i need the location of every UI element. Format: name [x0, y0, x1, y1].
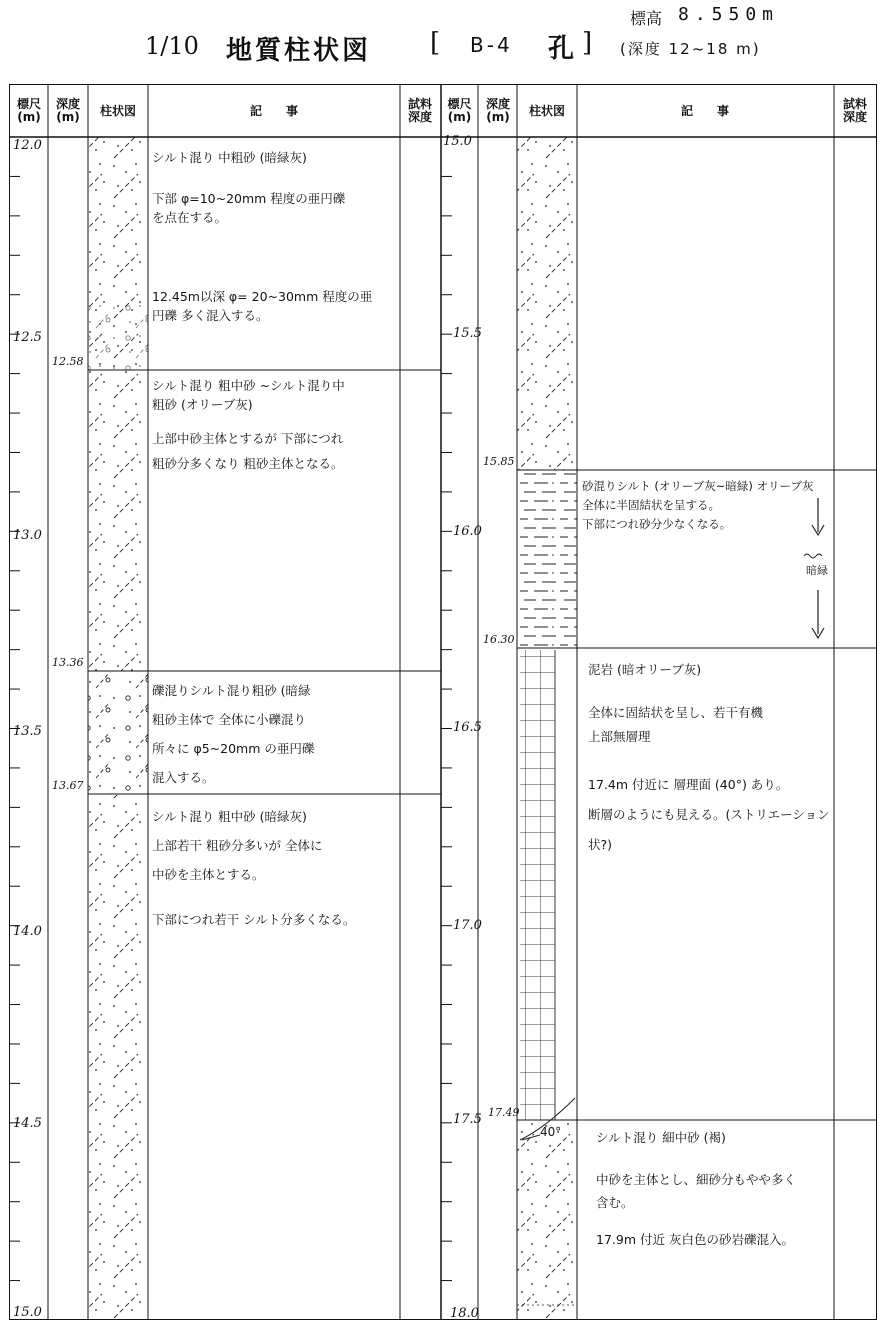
scale-tick-label: 12.5 [13, 330, 42, 345]
layer-title: 中砂を主体とする。 [152, 867, 265, 882]
layer-title: 礫混りシルト混り粗砂 (暗緑 [152, 683, 311, 698]
col-header-scale-right: 標尺 (m) [447, 97, 472, 124]
scale-tick-label: 15.0 [443, 134, 472, 149]
scale-tick-label: 14.5 [13, 1116, 42, 1131]
scale-tick-label: 16.5 [453, 720, 482, 735]
scale-ticks-right [441, 176, 452, 1280]
layer-note: 12.45m以深 φ= 20~30mm 程度の亜 [152, 289, 373, 304]
bracket-close: ] [582, 28, 593, 58]
scale-tick-label: 18.0 [450, 1306, 479, 1321]
layer-title: 粗砂主体で 全体に小礫混り [152, 712, 306, 727]
bracket-open: [ [430, 28, 441, 58]
layer-note: 17.9m 付近 灰白色の砂岩礫混入。 [596, 1232, 794, 1247]
col-header-column-right: 柱状図 [528, 103, 565, 118]
layer-note: 円礫 多く混入する。 [152, 308, 269, 323]
remarks-layer-2-right [582, 477, 813, 534]
col-header-depth-left: 深度 (m) [55, 97, 80, 124]
layer-title: 下部につれ砂分少なくなる。 [582, 517, 732, 531]
layer-depth-label: 15.85 [483, 455, 515, 468]
layer-note: 下部 φ=10~20mm 程度の亜円礫 [152, 191, 346, 206]
color-transition-note: 暗緑 [806, 564, 828, 577]
col-header-sample-right: 試料 深度 [842, 97, 867, 124]
layer-title: 全体に半固結状を呈する。 [582, 498, 720, 512]
page-title: 地質柱状図 [226, 36, 372, 66]
layer-note: 状?) [588, 837, 613, 852]
remarks-layer-2-left [152, 376, 345, 483]
layer-depth-label: 12.58 [52, 355, 84, 368]
scale-tick-label: 13.5 [13, 724, 42, 739]
bedding-angle-label: 40° [540, 1125, 562, 1139]
depth-range: (深度 12~18 m) [620, 40, 761, 58]
elevation-value: 8.550m [678, 4, 780, 25]
layer-note: 全体に固結状を呈し、若干有機 [588, 705, 764, 720]
layer-title: 泥岩 (暗オリーブ灰) [588, 662, 702, 677]
col-header-column-left: 柱状図 [99, 103, 136, 118]
col-header-depth-right: 深度 (m) [485, 97, 510, 124]
layer-note: 上部無層理 [588, 729, 651, 744]
remarks-layer-4-left [152, 802, 355, 934]
layer-title: 上部若干 粗砂分多いが 全体に [152, 838, 323, 853]
layer-note: 17.4m 付近に 層理面 (40°) あり。 [588, 777, 789, 792]
layer-note: 中砂を主体とし、細砂分もやや多く [596, 1172, 797, 1187]
layer-depth-label: 17.49 [488, 1106, 520, 1119]
remarks-layer-3-right [588, 660, 830, 860]
hole-suffix: 孔 [548, 34, 575, 64]
scale-tick-label: 16.0 [453, 524, 482, 539]
layer-title: シルト混り 細中砂 (褐) [596, 1130, 726, 1145]
layer-depth-label: 16.30 [483, 633, 515, 646]
layer-title: シルト混り 中粗砂 (暗緑灰) [152, 150, 307, 165]
col-header-sample-left: 試料 深度 [407, 97, 432, 124]
layer-depth-label: 13.36 [52, 656, 84, 669]
col-header-scale-left: 標尺 (m) [16, 97, 41, 124]
scale-tick-label: 12.0 [13, 138, 42, 153]
layer-title: 混入する。 [152, 770, 215, 785]
col-header-remarks-right: 記 事 [680, 103, 729, 118]
layer-title: シルト混り 粗中砂 ~シルト混り中 [152, 378, 345, 393]
col-header-remarks-left: 記 事 [249, 103, 298, 118]
scale-tick-label: 13.0 [13, 528, 42, 543]
scale-tick-label: 14.0 [13, 924, 42, 939]
layer-note: 含む。 [596, 1195, 634, 1210]
layer-title: シルト混り 粗中砂 (暗緑灰) [152, 809, 307, 824]
layer-note: 断層のようにも見える。(ストリエーション [588, 807, 830, 822]
layer-title: 砂混りシルト (オリーブ灰~暗緑) オリーブ灰 [582, 479, 814, 493]
scale-tick-label: 17.0 [453, 918, 482, 933]
layer-title: 所々に φ5~20mm の亜円礫 [152, 741, 315, 756]
layer-note: を点在する。 [152, 210, 228, 225]
remarks-layer-3-left [152, 676, 314, 792]
layer-title: 粗砂 (オリーブ灰) [152, 397, 253, 412]
layer-note: 下部につれ若干 シルト分多くなる。 [152, 912, 356, 927]
scale-tick-label: 17.5 [453, 1112, 482, 1127]
scale-tick-label: 15.5 [453, 326, 482, 341]
layer-note: 上部中砂主体とするが 下部につれ [152, 431, 344, 446]
scale-tick-label: 15.0 [13, 1305, 42, 1320]
remarks-layer-4-right [596, 1128, 796, 1249]
layer-depth-label: 13.67 [52, 779, 84, 792]
scale-ratio: 1/10 [145, 32, 199, 60]
hole-id: B-4 [470, 33, 513, 57]
elevation-label: 標高 [630, 9, 663, 28]
layer-note: 粗砂分多くなり 粗砂主体となる。 [152, 456, 344, 471]
remarks-layer-1-left [152, 148, 372, 335]
